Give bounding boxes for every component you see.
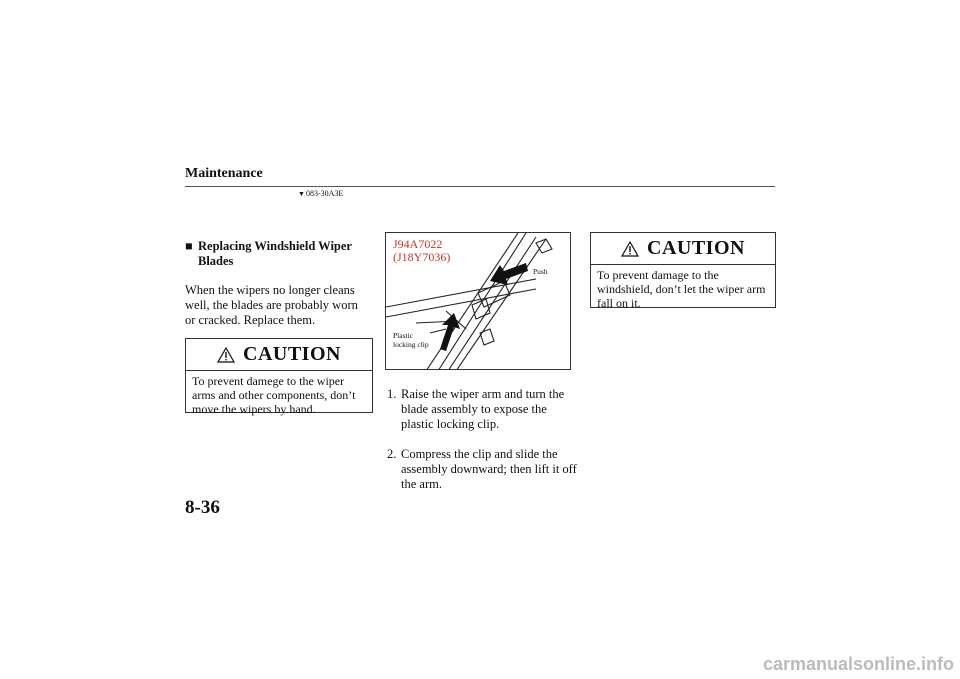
caution-box-left xyxy=(185,338,373,416)
figure-code-line1: J94A7022 xyxy=(393,237,443,251)
step-number: 1. xyxy=(387,387,397,401)
section-heading xyxy=(185,239,360,269)
section-body-text: When the wipers no longer cleans well, the blades are probably worn or cracked. Replace them. xyxy=(185,283,358,327)
caution-box-right xyxy=(590,232,776,308)
warning-triangle-icon xyxy=(217,347,235,363)
caution-text: To prevent damage to the windshield, don’t let the wiper arm fall on it. xyxy=(597,268,766,310)
section-heading-line2: Blades xyxy=(198,254,234,268)
triangle-down-icon: ▼ xyxy=(298,190,305,198)
caution-header xyxy=(186,339,372,371)
warning-triangle-icon xyxy=(621,241,639,257)
caution-title: CAUTION xyxy=(647,237,745,259)
figure-label-clip xyxy=(393,331,429,349)
instruction-steps xyxy=(387,387,579,507)
reference-code-text: 083-30A3E xyxy=(305,189,344,198)
list-item xyxy=(387,387,579,432)
caution-text: To prevent damege to the wiper arms and other components, don’t move the wipers by hand. xyxy=(192,374,356,416)
square-bullet-icon: ■ xyxy=(185,239,193,253)
step-text: Compress the clip and slide the assembly downward; then lift it off the arm. xyxy=(401,447,577,491)
figure-code-line2: (J18Y7036) xyxy=(393,250,451,264)
step-text: Raise the wiper arm and turn the blade assembly to expose the plastic locking clip. xyxy=(401,387,565,431)
step-number: 2. xyxy=(387,447,397,461)
figure-label-push: Push xyxy=(533,267,548,276)
reference-code xyxy=(298,189,343,198)
watermark: carmanualsonline.info xyxy=(762,654,954,674)
figure-label-clip-line2: locking clip xyxy=(393,340,429,349)
figure-code xyxy=(393,238,450,264)
header-rule xyxy=(185,186,775,187)
figure-label-clip-line1: Plastic xyxy=(393,331,413,340)
page-header-title: Maintenance xyxy=(185,166,263,181)
list-item xyxy=(387,447,579,492)
caution-title: CAUTION xyxy=(243,343,341,365)
page-number: 8-36 xyxy=(185,497,220,518)
section-heading-line1: Replacing Windshield Wiper xyxy=(198,239,352,253)
caution-header xyxy=(591,233,775,265)
